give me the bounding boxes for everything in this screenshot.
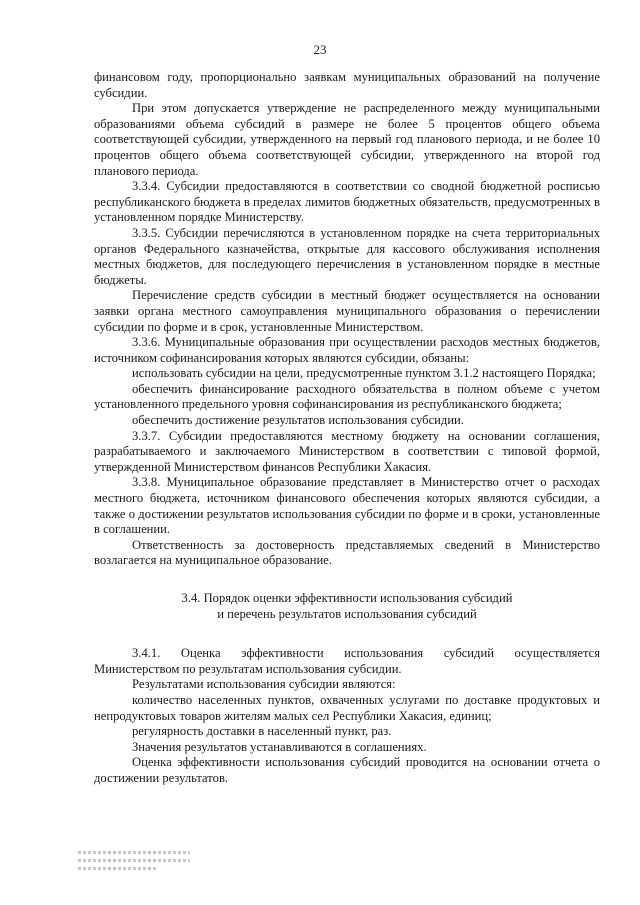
section-heading-line-1: 3.4. Порядок оценки эффективности использования субсидий [181, 591, 513, 605]
paragraph: регулярность доставки в населенный пункт, раз. [132, 724, 392, 739]
paragraph: обеспечить достижение результатов использования субсидии. [132, 413, 464, 428]
paragraph: Ответственность за достоверность представляемых сведений в Министерство возлагается на муниципальное образование. [94, 537, 600, 568]
paragraph: 3.3.6. Муниципальные образования при осуществлении расходов местных бюджетов, источником софинансирования которых являются субсидии, обязаны: [94, 335, 600, 365]
document-body [94, 70, 600, 787]
paragraph: 3.3.7. Субсидии предоставляются местному бюджету на основании соглашения, разрабатываемого и заключаемого Министерством в соответствии с типовой формой, утвержденной Министерством финансов Республики Хакасия. [94, 428, 600, 474]
paragraph: Оценка эффективности использования субсидий проводится на основании отчета о достижении результатов. [94, 755, 600, 785]
paragraph: Значения результатов устанавливаются в соглашениях. [132, 739, 427, 754]
faded-stamp-mark [78, 846, 190, 880]
paragraph: 3.3.4. Субсидии предоставляются в соответствии со сводной бюджетной росписью республиканского бюджета в пределах лимитов бюджетных обязательств, предусмотренных в установленном порядке Министерству. [94, 179, 600, 225]
paragraph: Перечисление средств субсидии в местный бюджет осуществляется на основании заявки органа местного самоуправления муниципального образования о перечислении субсидии по форме и в срок, установленные Министерством. [94, 288, 600, 334]
paragraph: Результатами использования субсидии являются: [132, 677, 396, 692]
paragraph: финансовом году, пропорционально заявкам муниципальных образований на получение субсидии. [94, 70, 600, 100]
paragraph: 3.4.1. Оценка эффективности использования субсидий осуществляется Министерством по результатам использования субсидии. [94, 646, 600, 676]
paragraph: обеспечить финансирование расходного обязательства в полном объеме с учетом установленного предельного уровня софинансирования из республиканского бюджета; [94, 381, 600, 412]
paragraph: использовать субсидии на цели, предусмотренные пунктом 3.1.2 настоящего Порядка; [132, 366, 596, 381]
paragraphs-before-heading [94, 70, 600, 569]
paragraphs-after-heading [94, 646, 600, 786]
paragraph: количество населенных пунктов, охваченных услугами по доставке продуктовых и непродуктовых товаров жителям малых сел Республики Хакасия, единиц; [94, 692, 600, 723]
section-heading [94, 591, 600, 622]
section-heading-line-2: и перечень результатов использования субсидий [217, 606, 477, 621]
paragraph: 3.3.8. Муниципальное образование представляет в Министерство отчет о расходах местного бюджета, источником финансового обеспечения которых являются субсидии, а также о достижении результатов использования субсидии по форме и в сроки, установленные в соглашении. [94, 475, 600, 537]
paragraph: 3.3.5. Субсидии перечисляются в установленном порядке на счета территориальных органов Федерального казначейства, открытые для кассового обслуживания исполнения местных бюджетов, для последующего перечисления в установленном порядке в местные бюджеты. [94, 225, 600, 287]
page-number: 23 [313, 42, 327, 57]
paragraph: При этом допускается утверждение не распределенного между муниципальными образованиями объема субсидий в размере не более 5 процентов общего объема соответствующей субсидии, утвержденного на первый год планового периода, и не более 10 процентов общего объема соответствующей субсидии, утвержденного на второй год планового периода. [94, 101, 600, 178]
